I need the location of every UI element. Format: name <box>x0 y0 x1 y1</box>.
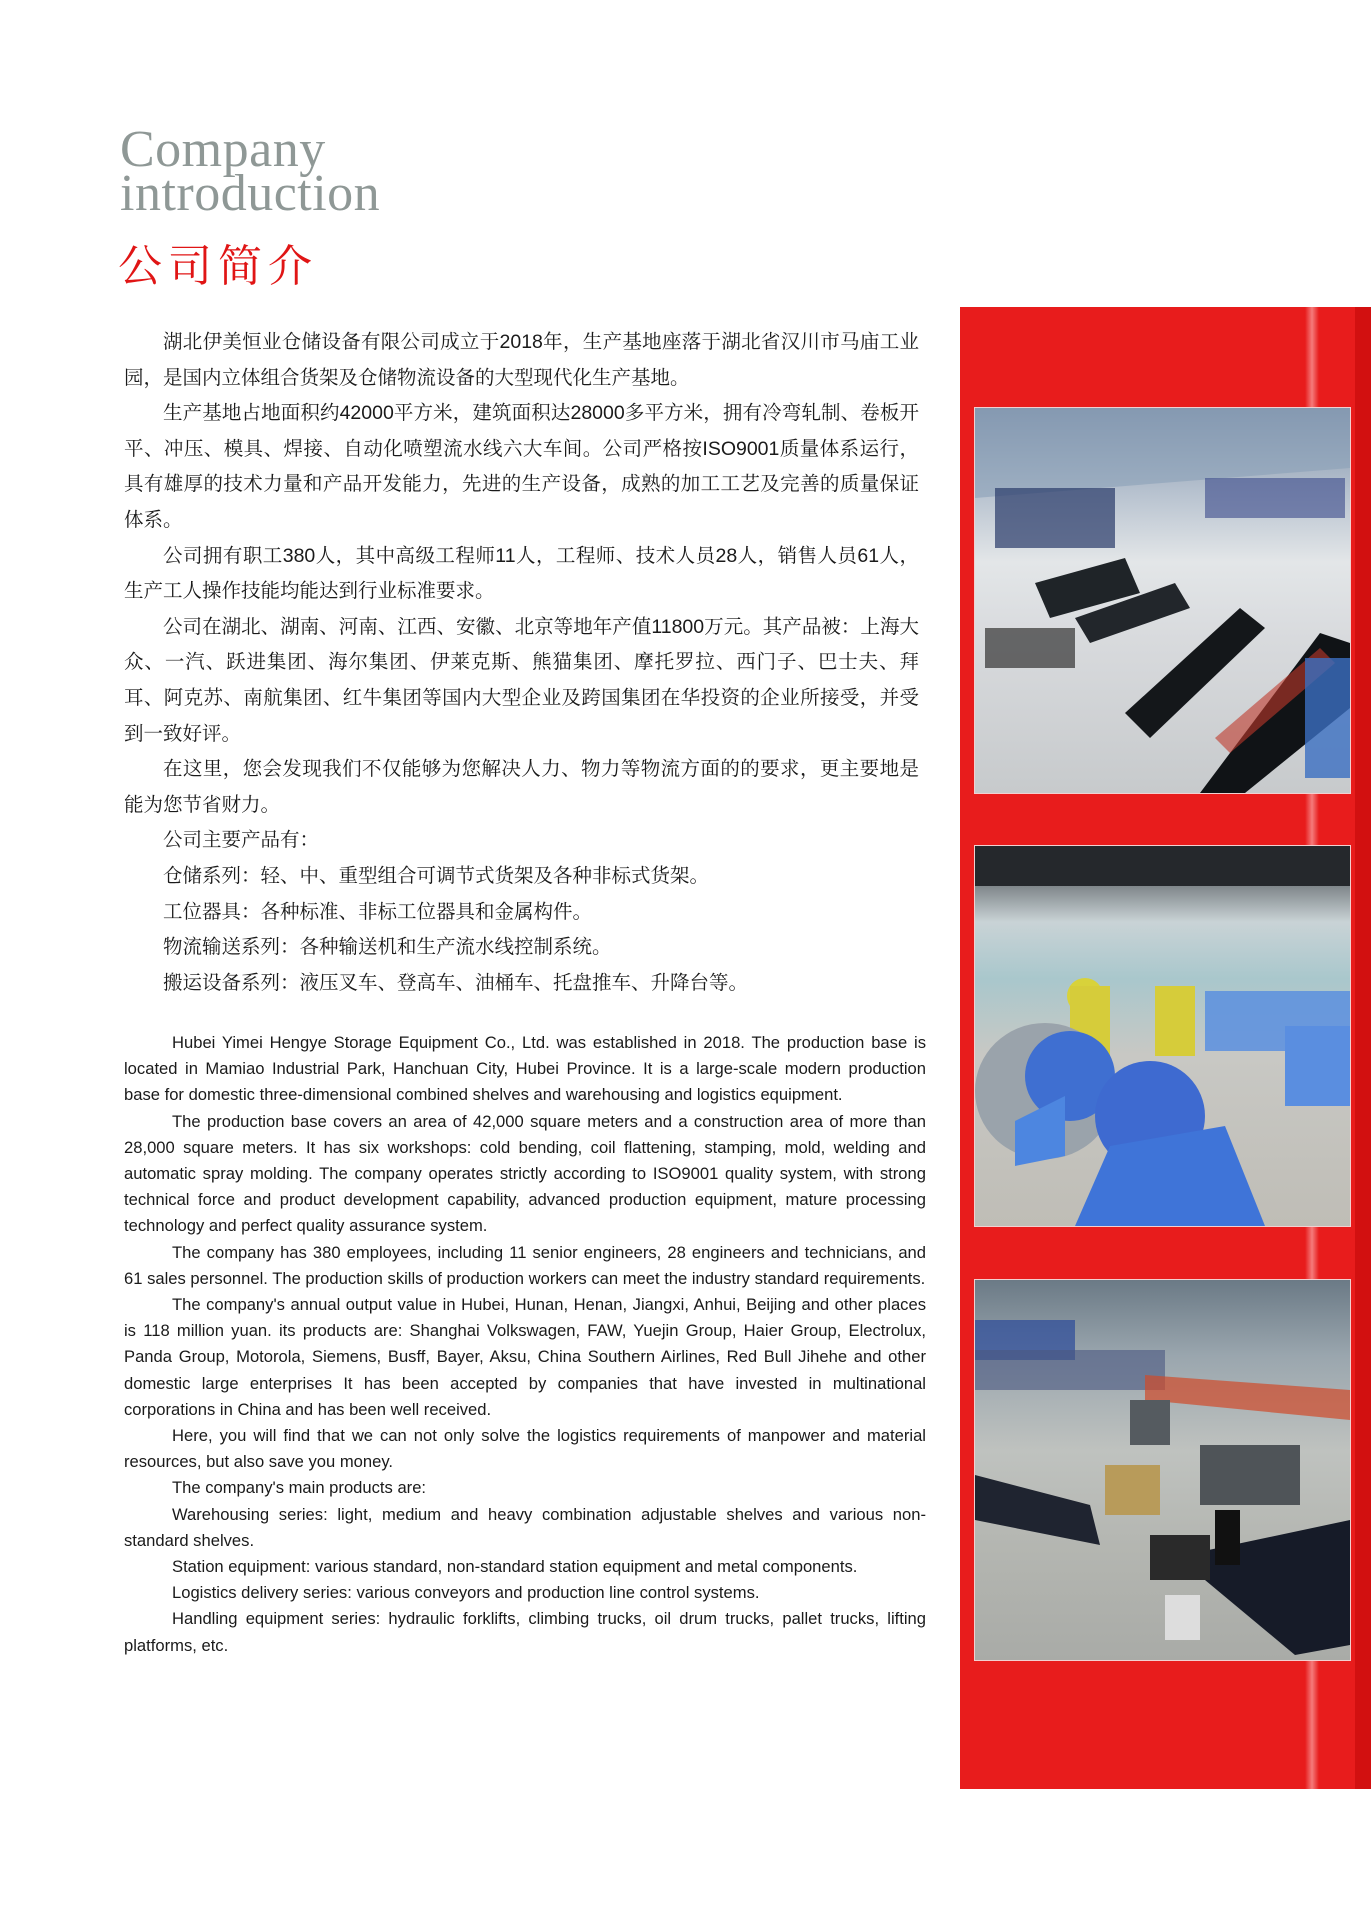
coil-machine-illustration <box>975 846 1350 1226</box>
title-line-company: Company <box>120 121 326 178</box>
english-body-text <box>124 1030 926 1659</box>
cn-product-item: 工位器具：各种标准、非标工位器具和金属构件。 <box>163 900 593 923</box>
cn-products-list <box>124 823 919 1001</box>
factory-photo-coil-decoiler <box>974 845 1351 1227</box>
cn-product-item: 搬运设备系列：液压叉车、登高车、油桶车、托盘推车、升降台等。 <box>163 971 749 994</box>
page-title-english <box>120 121 381 222</box>
en-paragraph: Warehousing series: light, medium and heavy combination adjustable shelves and various non-standard shelves. <box>124 1504 926 1550</box>
en-paragraph: Logistics delivery series: various conveyors and production line control systems. <box>172 1583 760 1603</box>
cn-products-heading: 公司主要产品有： <box>163 829 320 852</box>
page-edge <box>1355 307 1371 1789</box>
chinese-body-text <box>124 325 919 1001</box>
en-paragraph: The production base covers an area of 42,000 square meters and a construction area of more than 28,000 square meters. It has six workshops: cold bending, coil flattening, stamping, mold, welding and automatic spray molding. The company operates strictly according to ISO9001 quality system, with strong technical force and product development capability, advanced production equipment, mature processing technology and perfect quality assurance system. <box>124 1111 926 1236</box>
en-paragraph: Station equipment: various standard, non-standard station equipment and metal components. <box>172 1557 858 1577</box>
en-paragraph: The company has 380 employees, including 11 senior engineers, 28 engineers and technicians, and 61 sales personnel. The production skills of production workers can meet the industry standard requirements. <box>124 1242 926 1288</box>
factory-floor-illustration <box>975 408 1350 793</box>
factory-photo-warehouse-floor <box>974 1279 1351 1661</box>
warehouse-illustration <box>975 1280 1350 1660</box>
cn-paragraph: 在这里，您会发现我们不仅能够为您解决人力、物力等物流方面的的要求，更主要地是能为您节省财力。 <box>124 758 919 816</box>
cn-product-item: 物流输送系列：各种输送机和生产流水线控制系统。 <box>163 936 612 959</box>
en-paragraph: The company's annual output value in Hubei, Hunan, Henan, Jiangxi, Anhui, Beijing and other places is 118 million yuan. its products are: Shanghai Volkswagen, FAW, Yuejin Group, Haier Group, Electrolux, Panda Group, Motorola, Siemens, Busff, Bayer, Aksu, China Southern Airlines, Red Bull Jihehe and other domestic large enterprises It has been accepted by companies that have invested in multinational corporations in China and has been well received. <box>124 1295 926 1419</box>
cn-paragraph: 公司在湖北、湖南、河南、江西、安徽、北京等地年产值11800万元。其产品被：上海大众、一汽、跃进集团、海尔集团、伊莱克斯、熊猫集团、摩托罗拉、西门子、巴士夫、拜耳、阿克苏、南航集团、红牛集团等国内大型企业及跨国集团在华投资的企业所接受，并受到一致好评。 <box>124 615 919 745</box>
en-paragraph: Handling equipment series: hydraulic forklifts, climbing trucks, oil drum trucks, pallet trucks, lifting platforms, etc. <box>124 1609 926 1655</box>
en-paragraph: Hubei Yimei Hengye Storage Equipment Co., Ltd. was established in 2018. The production base is located in Mamiao Industrial Park, Hanchuan City, Hubei Province. It is a large-scale modern production base for domestic three-dimensional combined shelves and warehousing and logistics equipment. <box>124 1033 926 1105</box>
cn-paragraph: 公司拥有职工380人，其中高级工程师11人，工程师、技术人员28人，销售人员61人，生产工人操作技能均能达到行业标准要求。 <box>124 544 919 603</box>
cn-paragraph: 生产基地占地面积约42000平方米，建筑面积达28000多平方米，拥有冷弯轧制、卷板开平、冲压、模具、焊接、自动化喷塑流水线六大车间。公司严格按ISO9001质量体系运行，具有雄厚的技术力量和产品开发能力，先进的生产设备，成熟的加工工艺及完善的质量保证体系。 <box>124 402 919 531</box>
en-paragraph: The company's main products are: <box>172 1478 427 1498</box>
cn-product-item: 仓储系列：轻、中、重型组合可调节式货架及各种非标式货架。 <box>163 864 710 887</box>
title-line-introduction: introduction <box>120 165 381 222</box>
page-title-chinese: 公司简介 <box>118 241 318 292</box>
en-paragraph: Here, you will find that we can not only solve the logistics requirements of manpower and material resources, but also save you money. <box>124 1426 926 1472</box>
factory-photo-roll-forming <box>974 407 1351 794</box>
cn-paragraph: 湖北伊美恒业仓储设备有限公司成立于2018年，生产基地座落于湖北省汉川市马庙工业园，是国内立体组合货架及仓储物流设备的大型现代化生产基地。 <box>124 331 919 389</box>
